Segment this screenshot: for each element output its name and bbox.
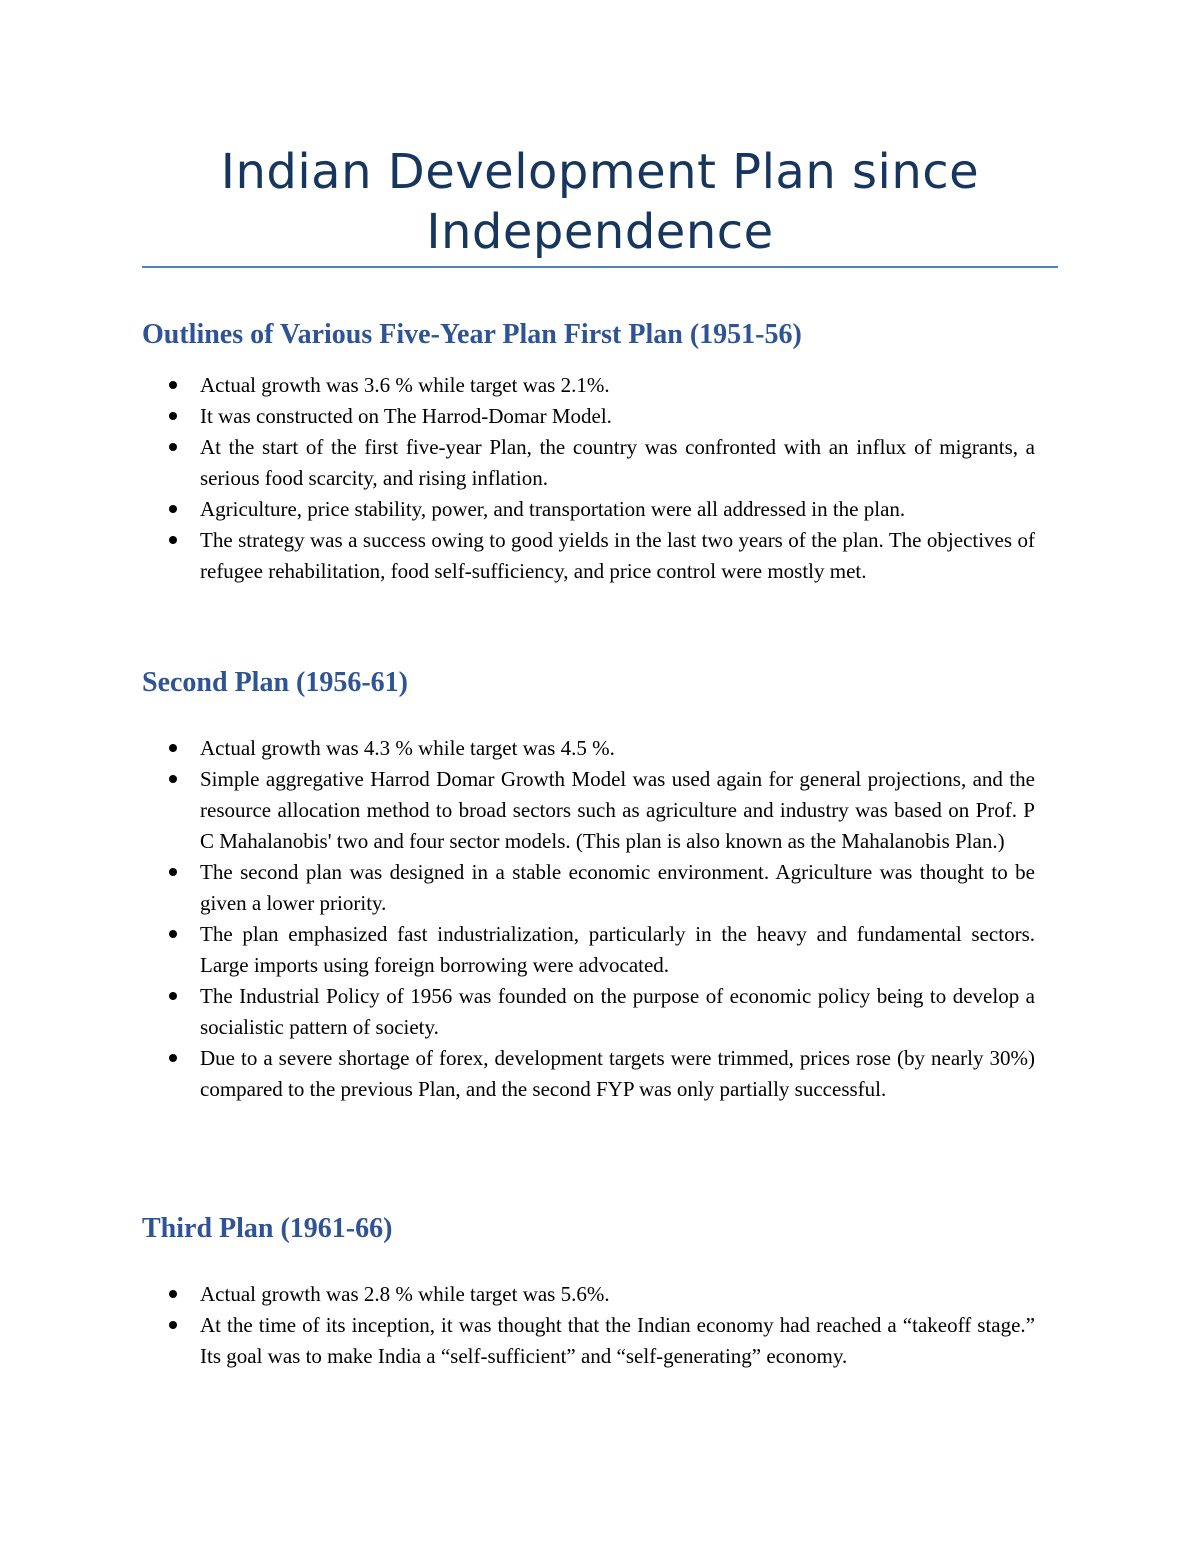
bullet-icon: [169, 930, 177, 938]
document-title-line-1: Indian Development Plan since: [220, 144, 980, 200]
bullet-icon: [169, 775, 177, 783]
bullet-icon: [169, 1290, 177, 1298]
bullet-list-first-plan: [142, 370, 1035, 587]
list-item: [142, 857, 1035, 919]
bullet-icon: [169, 443, 177, 451]
list-item: [142, 733, 1035, 764]
list-item: [142, 525, 1035, 587]
list-item-text: The plan emphasized fast industrialization, particularly in the heavy and fundamental sectors. Large imports using foreign borrowing were advocated.: [200, 922, 1035, 977]
list-item-text: Due to a severe shortage of forex, development targets were trimmed, prices rose (by nearly 30%) compared to the previous Plan, and the second FYP was only partially successful.: [200, 1046, 1035, 1101]
document-title: [140, 142, 1060, 262]
bullet-icon: [169, 1321, 177, 1329]
list-item: [142, 494, 1035, 525]
list-item-text: Actual growth was 3.6 % while target was 2.1%.: [200, 373, 610, 397]
list-item: [142, 1043, 1035, 1105]
list-item-text: At the start of the first five-year Plan, the country was confronted with an influx of migrants, a serious food scarcity, and rising inflation.: [200, 435, 1035, 490]
bullet-icon: [169, 412, 177, 420]
bullet-list-third-plan: [142, 1279, 1035, 1372]
list-item-text: The strategy was a success owing to good yields in the last two years of the plan. The objectives of refugee rehabilitation, food self-sufficiency, and price control were mostly met.: [200, 528, 1035, 583]
list-item: [142, 370, 1035, 401]
section-heading-first-plan: Outlines of Various Five-Year Plan First Plan (1951-56): [142, 319, 802, 350]
bullet-icon: [169, 992, 177, 1000]
list-item-text: At the time of its inception, it was thought that the Indian economy had reached a “takeoff stage.” Its goal was to make India a “self-sufficient” and “self-generating” economy.: [200, 1313, 1035, 1368]
section-heading-third-plan: Third Plan (1961-66): [142, 1213, 393, 1244]
list-item-text: The second plan was designed in a stable economic environment. Agriculture was thought to be given a lower priority.: [200, 860, 1035, 915]
list-item-text: Simple aggregative Harrod Domar Growth Model was used again for general projections, and the resource allocation method to broad sectors such as agriculture and industry was based on Prof. P C Mahalanobis' two and four sector models. (This plan is also known as the Mahalanobis Plan.): [200, 767, 1035, 853]
list-item: [142, 1279, 1035, 1310]
list-item: [142, 432, 1035, 494]
bullet-icon: [169, 505, 177, 513]
list-item: [142, 764, 1035, 857]
bullet-icon: [169, 744, 177, 752]
list-item-text: The Industrial Policy of 1956 was founded on the purpose of economic policy being to develop a socialistic pattern of society.: [200, 984, 1035, 1039]
list-item-text: Actual growth was 2.8 % while target was 5.6%.: [200, 1282, 610, 1306]
bullet-icon: [169, 868, 177, 876]
bullet-icon: [169, 1054, 177, 1062]
list-item-text: Actual growth was 4.3 % while target was 4.5 %.: [200, 736, 615, 760]
bullet-list-second-plan: [142, 733, 1035, 1105]
bullet-icon: [169, 536, 177, 544]
list-item: [142, 401, 1035, 432]
section-heading-second-plan: Second Plan (1956-61): [142, 667, 408, 698]
list-item: [142, 981, 1035, 1043]
list-item-text: Agriculture, price stability, power, and transportation were all addressed in the plan.: [200, 497, 906, 521]
document-title-line-2: Independence: [426, 204, 774, 260]
title-underline-rule: [142, 266, 1058, 268]
list-item-text: It was constructed on The Harrod-Domar Model.: [200, 404, 612, 428]
list-item: [142, 919, 1035, 981]
list-item: [142, 1310, 1035, 1372]
bullet-icon: [169, 381, 177, 389]
